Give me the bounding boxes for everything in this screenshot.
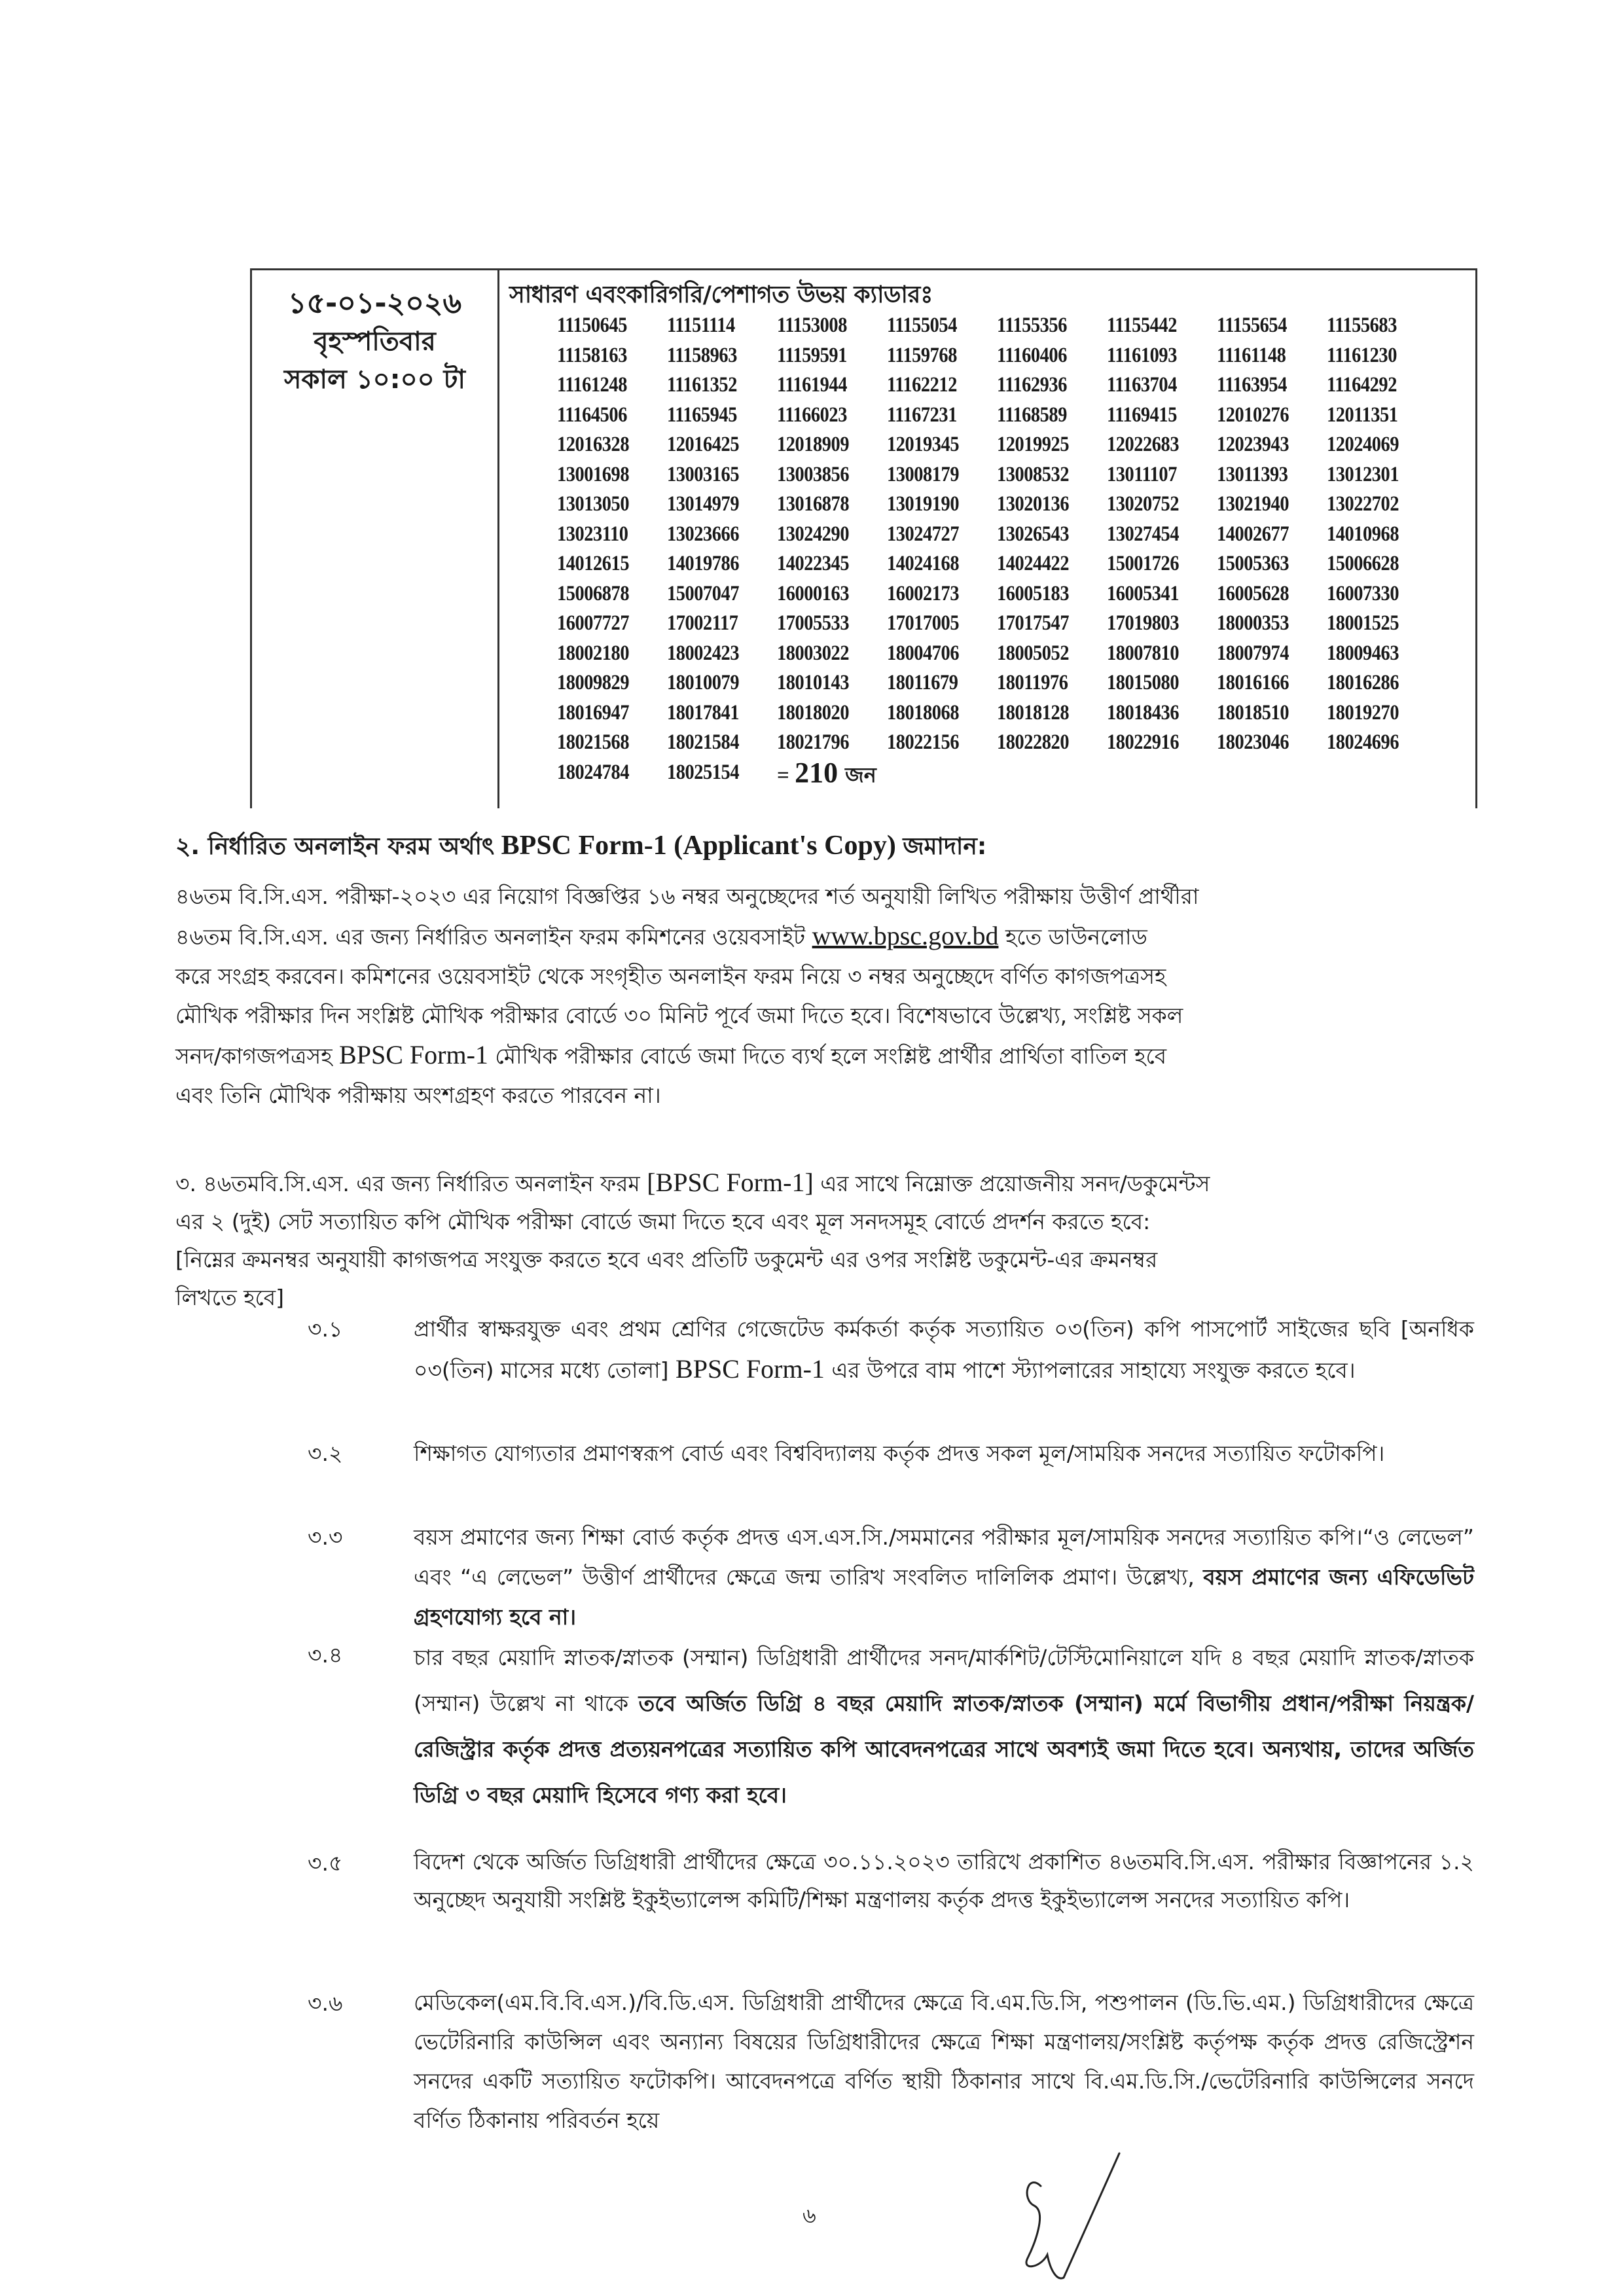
roll-number: 13027454 xyxy=(1107,522,1180,546)
roll-number: 17002117 xyxy=(667,611,738,635)
roll-number: 11166023 xyxy=(777,403,847,427)
roll-number: 11168589 xyxy=(997,403,1067,427)
roll-number: 16002173 xyxy=(887,581,960,605)
text-fragment: ৪৬তম বি.সি.এস. এর জন্য নির্ধারিত অনলাইন ফরম কমিশনের ওয়েবসাইট xyxy=(175,924,806,950)
roll-number: 13012301 xyxy=(1327,462,1399,486)
roll-number: 18022156 xyxy=(887,730,960,754)
roll-number: 13022702 xyxy=(1327,492,1399,516)
roll-number: 16007330 xyxy=(1327,581,1399,605)
item-text: মেডিকেল(এম.বি.বি.এস.)/বি.ডি.এস. ডিগ্রিধারী প্রার্থীদের ক্ষেত্রে বি.এম.ডি.সি, পশুপালন (ডি.ভি.এম.) ডিগ্রিধারীদের ক্ষেত্রে ভেটেরিনারি কাউন্সিল এবং অন্যান্য বিষয়ের ডিগ্রিধারীদের ক্ষেত্রে শিক্ষা মন্ত্রণালয়/সংশ্লিষ্ট কর্তৃপক্ষ কর্তৃক প্রদত্ত রেজিস্ট্রেশন সনদের একটি সত্যায়িত ফটোকপি। আবেদনপত্রে বর্ণিত স্থায়ী ঠিকানার সাথে বি.এম.ডি.সি./ভেটেরিনারি কাউন্সিলের সনদে বর্ণিত ঠিকানায় পরিবর্তন হয়ে xyxy=(414,1990,1474,2133)
roll-number: 11150645 xyxy=(557,314,627,337)
roll-number: 13008532 xyxy=(997,462,1070,486)
text-line: এর ২ (দুই) সেট সত্যায়িত কপি মৌখিক পরীক্ষা বোর্ডে জমা দিতে হবে এবং মূল সনদসমূহ বোর্ডে প্রদর্শন করতে হবে: xyxy=(175,1209,1151,1234)
roll-number: 13019190 xyxy=(887,492,960,516)
roll-number: 18018020 xyxy=(777,700,850,725)
roll-number: 13020136 xyxy=(997,492,1070,516)
schedule-date: ১৫-০১-২০২৬ xyxy=(287,287,462,320)
item-3-6 xyxy=(414,1983,1474,2140)
roll-number: 11160406 xyxy=(997,343,1067,367)
item-number: ৩.২ xyxy=(308,1441,343,1466)
schedule-day: বৃহস্পতিবার xyxy=(314,327,436,357)
roll-number: 17005533 xyxy=(777,611,850,635)
roll-number: 18018510 xyxy=(1217,700,1289,725)
form-name: BPSC Form-1 xyxy=(676,1354,825,1384)
roll-number: 11161352 xyxy=(667,373,737,397)
roll-number: 11164292 xyxy=(1327,373,1397,397)
viva-schedule-table xyxy=(250,268,1477,808)
item-3-5 xyxy=(414,1843,1474,1919)
equals-sign: = xyxy=(777,763,795,787)
bpsc-website-link[interactable]: www.bpsc.gov.bd xyxy=(812,921,999,950)
page-number: ৬ xyxy=(802,2203,816,2228)
roll-number: 14019786 xyxy=(667,552,740,575)
roll-number: 13001698 xyxy=(557,462,630,486)
roll-number: 15001726 xyxy=(1107,552,1180,575)
roll-number: 18001525 xyxy=(1327,611,1399,635)
roll-number: 18011976 xyxy=(997,671,1068,694)
roll-number-list xyxy=(557,311,1437,791)
text-fragment: সনদ/কাগজপত্রসহ xyxy=(175,1043,333,1069)
roll-number: 16005183 xyxy=(997,581,1070,605)
roll-number: 18010079 xyxy=(667,671,740,694)
schedule-time: সকাল ১০:০০ টা xyxy=(283,365,466,395)
item-3-2 xyxy=(414,1433,1474,1473)
roll-number: 16005341 xyxy=(1107,581,1180,605)
roll-number: 18023046 xyxy=(1217,730,1289,754)
roll-number: 18016947 xyxy=(557,700,630,725)
roll-number: 18021584 xyxy=(667,730,740,754)
roll-number: 13011107 xyxy=(1107,462,1177,486)
roll-number: 18005052 xyxy=(997,641,1070,665)
item-text: বয়স প্রমাণের জন্য শিক্ষা বোর্ড কর্তৃক প্রদত্ত এস.এস.সি./সমমানের পরীক্ষার মূল/সাময়িক সনদের সত্যায়িত কপি।“ও লেভেল” এবং “এ লেভেল” উত্তীর্ণ প্রার্থীদের ক্ষেত্রে জন্ম তারিখ সংবলিত দালিলিক প্রমাণ। উল্লেখ্য, xyxy=(414,1524,1474,1590)
roll-number: 18024784 xyxy=(557,760,630,784)
roll-number: 14010968 xyxy=(1327,522,1399,546)
roll-number: 18000353 xyxy=(1217,611,1289,635)
text-fragment: হতে ডাউনলোড xyxy=(1005,924,1147,950)
text-line xyxy=(175,1035,1475,1076)
roll-number: 18018068 xyxy=(887,700,960,725)
roll-number: 11159591 xyxy=(777,343,847,367)
roll-number: 13008179 xyxy=(887,462,960,486)
item-3-1 xyxy=(414,1309,1474,1390)
section-2-heading-form: BPSC Form-1 (Applicant's Copy) xyxy=(501,831,896,861)
roll-number: 14022345 xyxy=(777,552,850,575)
roll-number: 11159768 xyxy=(887,343,957,367)
roll-number: 15006628 xyxy=(1327,552,1399,575)
text-line: এবং তিনি মৌখিক পরীক্ষায় অংশগ্রহণ করতে পারবেন না। xyxy=(175,1083,661,1108)
item-3-3 xyxy=(414,1517,1474,1637)
roll-number: 14024422 xyxy=(997,552,1070,575)
roll-number: 18009463 xyxy=(1327,641,1399,665)
section-2 xyxy=(175,826,1475,867)
roll-number: 11161093 xyxy=(1107,343,1177,367)
item-number: ৩.৪ xyxy=(308,1642,343,1668)
roll-number: 18002180 xyxy=(557,641,630,665)
roll-number: 11161230 xyxy=(1327,343,1397,367)
roll-number: 11158163 xyxy=(557,343,627,367)
item-number: ৩.৩ xyxy=(308,1524,343,1550)
roll-number: 12016328 xyxy=(557,433,630,456)
roll-number: 17017547 xyxy=(997,611,1070,635)
roll-number: 13013050 xyxy=(557,492,630,516)
roll-number: 13024727 xyxy=(887,522,960,546)
roll-number: 12010276 xyxy=(1217,403,1289,427)
roll-number: 14012615 xyxy=(557,552,630,575)
roll-number: 18010143 xyxy=(777,671,850,694)
roll-number: 11158963 xyxy=(667,343,737,367)
item-number: ৩.৫ xyxy=(308,1850,343,1876)
section-2-heading-tail: জমাদান: xyxy=(903,833,987,860)
roll-number: 18016286 xyxy=(1327,671,1399,694)
section-2-heading-bn: ২. নির্ধারিত অনলাইন ফরম অর্থাৎ xyxy=(175,833,495,860)
roll-number: 11165945 xyxy=(667,403,737,427)
item-number: ৩.১ xyxy=(308,1316,343,1342)
roll-number: 11155442 xyxy=(1107,314,1177,337)
text-fragment: মৌখিক পরীক্ষার বোর্ডে জমা দিতে ব্যর্থ হলে সংশ্লিষ্ট প্রার্থীর প্রার্থিতা বাতিল হবে xyxy=(495,1043,1167,1069)
roll-number: 18022820 xyxy=(997,730,1070,754)
roll-number: 12019925 xyxy=(997,433,1070,456)
section-2-body xyxy=(175,877,1475,1115)
item-text: চার বছর মেয়াদি স্নাতক/স্নাতক (সম্মান) ডিগ্রিধারী প্রার্থীদের সনদ/মার্কশিট/টেস্টিমোনিয়ালে যদি ৪ বছর মেয়াদি স্নাতক/স্নাতক (সম্মান) উল্লেখ না থাকে xyxy=(414,1645,1474,1716)
roll-number: 11163954 xyxy=(1217,373,1287,397)
item-text: প্রার্থীর স্বাক্ষরযুক্ত এবং প্রথম শ্রেণির গেজেটেড কর্মকর্তা কর্তৃক সত্যায়িত ০৩(তিন) কপি পাসপোর্ট সাইজের ছবি [অনধিক ০৩(তিন) মাসের মধ্যে তোলা] xyxy=(414,1316,1474,1383)
roll-number: 18021568 xyxy=(557,730,630,754)
roll-number: 11163704 xyxy=(1107,373,1177,397)
roll-number: 11162936 xyxy=(997,373,1067,397)
section-3-intro xyxy=(175,1164,1475,1317)
roll-number: 11155054 xyxy=(887,314,957,337)
roll-number: 12011351 xyxy=(1327,403,1398,427)
roll-number: 16000163 xyxy=(777,581,850,605)
roll-number: 13003856 xyxy=(777,462,850,486)
roll-number: 18007974 xyxy=(1217,641,1289,665)
roll-number: 15007047 xyxy=(667,581,740,605)
roll-number: 15005363 xyxy=(1217,552,1289,575)
roll-number: 11161148 xyxy=(1217,343,1286,367)
roll-number: 18011679 xyxy=(887,671,958,694)
roll-number: 11162212 xyxy=(887,373,957,397)
roll-number: 17019803 xyxy=(1107,611,1180,635)
roll-number: 11155654 xyxy=(1217,314,1287,337)
roll-number: 18002423 xyxy=(667,641,740,665)
roll-number: 15006878 xyxy=(557,581,630,605)
roll-number: 13003165 xyxy=(667,462,740,486)
text-line xyxy=(175,916,1475,957)
roll-number: 18004706 xyxy=(887,641,960,665)
roll-number: 17017005 xyxy=(887,611,960,635)
form-name: [BPSC Form-1] xyxy=(647,1168,814,1197)
roll-number: 13026543 xyxy=(997,522,1070,546)
roll-number: 13024290 xyxy=(777,522,850,546)
item-number: ৩.৬ xyxy=(308,1990,343,2016)
roll-number: 18024696 xyxy=(1327,730,1399,754)
schedule-roll-cell xyxy=(499,270,1475,808)
roll-number: 12019345 xyxy=(887,433,960,456)
roll-number: 12018909 xyxy=(777,433,850,456)
item-3-4 xyxy=(414,1635,1474,1818)
roll-number: 18022916 xyxy=(1107,730,1180,754)
item-text-bold: বয়স প্রমাণের জন্য এফিডেভিট গ্রহণযোগ্য হবে না। xyxy=(414,1564,1474,1630)
roll-number: 18025154 xyxy=(667,760,740,784)
roll-number: 11155683 xyxy=(1327,314,1397,337)
text-line: করে সংগ্রহ করবেন। কমিশনের ওয়েবসাইট থেকে সংগৃহীত অনলাইন ফরম নিয়ে ৩ নম্বর অনুচ্ছেদে বর্ণিত কাগজপত্রসহ xyxy=(175,963,1166,989)
text-fragment: এর সাথে নিম্নোক্ত প্রয়োজনীয় সনদ/ডকুমেন্টস xyxy=(820,1171,1210,1196)
section-2-heading xyxy=(175,826,1475,867)
roll-number: 18007810 xyxy=(1107,641,1180,665)
roll-number: 11161944 xyxy=(777,373,847,397)
roll-number: 18017841 xyxy=(667,700,740,725)
roll-number: 16005628 xyxy=(1217,581,1289,605)
roll-number: 11167231 xyxy=(887,403,957,427)
roll-number: 13016878 xyxy=(777,492,850,516)
total-unit: জন xyxy=(845,762,876,787)
roll-number: 14024168 xyxy=(887,552,960,575)
roll-number: 12016425 xyxy=(667,433,740,456)
text-line: [নিম্নের ক্রমনম্বর অনুযায়ী কাগজপত্র সংযুক্ত করতে হবে এবং প্রতিটি ডকুমেন্ট এর ওপর সংশ্লিষ্ট ডকুমেন্ট-এর ক্রমনম্বর xyxy=(175,1247,1158,1272)
text-line: লিখতে হবে] xyxy=(175,1285,285,1310)
text-fragment: ৩. ৪৬তমবি.সি.এস. এর জন্য নির্ধারিত অনলাইন ফরম xyxy=(175,1171,640,1196)
roll-number: 11153008 xyxy=(777,314,847,337)
item-text-bold: তবে অর্জিত ডিগ্রি ৪ বছর মেয়াদি স্নাতক/স্নাতক (সম্মান) মর্মে বিভাগীয় প্রধান/পরীক্ষা নিয়ন্ত্রক/রেজিস্ট্রার কর্তৃক প্রদত্ত প্রত্যয়নপত্রের সত্যায়িত কপি আবেদনপত্রের সাথে অবশ্যই জমা দিতে হবে। অন্যথায়, তাদের অর্জিত ডিগ্রি ৩ বছর মেয়াদি হিসেবে গণ্য করা হবে। xyxy=(414,1691,1474,1808)
roll-number: 18018128 xyxy=(997,700,1070,725)
total-count: 210 xyxy=(795,756,846,789)
signature-icon xyxy=(1015,2147,1132,2291)
roll-number: 13023110 xyxy=(557,522,628,546)
text-line xyxy=(175,1164,1475,1203)
item-text: শিক্ষাগত যোগ্যতার প্রমাণস্বরূপ বোর্ড এবং বিশ্ববিদ্যালয় কর্তৃক প্রদত্ত সকল মূল/সাময়িক সনদের সত্যায়িত ফটোকপি। xyxy=(414,1441,1385,1466)
roll-total xyxy=(777,758,1107,791)
roll-number: 11169415 xyxy=(1107,403,1177,427)
schedule-date-cell xyxy=(252,270,499,808)
roll-number: 13023666 xyxy=(667,522,740,546)
roll-number: 18018436 xyxy=(1107,700,1180,725)
item-text: এর উপরে বাম পাশে স্ট্যাপলারের সাহায্যে সংযুক্ত করতে হবে। xyxy=(831,1357,1356,1383)
item-text: বিদেশ থেকে অর্জিত ডিগ্রিধারী প্রার্থীদের ক্ষেত্রে ৩০.১১.২০২৩ তারিখে প্রকাশিত ৪৬তমবি.সি.এস. পরীক্ষার বিজ্ঞাপনের ১.২ অনুচ্ছেদ অনুযায়ী সংশ্লিষ্ট ইকুইভ্যালেন্স কমিটি/শিক্ষা মন্ত্রণালয় কর্তৃক প্রদত্ত ইকুইভ্যালেন্স সনদের সত্যায়িত কপি। xyxy=(414,1849,1474,1912)
roll-number: 13014979 xyxy=(667,492,740,516)
roll-number: 11164506 xyxy=(557,403,627,427)
form-name: BPSC Form-1 xyxy=(339,1040,488,1069)
roll-number: 18021796 xyxy=(777,730,850,754)
roll-number: 11161248 xyxy=(557,373,627,397)
roll-number: 11155356 xyxy=(997,314,1067,337)
text-line: ৪৬তম বি.সি.এস. পরীক্ষা-২০২৩ এর নিয়োগ বিজ্ঞপ্তির ১৬ নম্বর অনুচ্ছেদের শর্ত অনুযায়ী লিখিত পরীক্ষায় উত্তীর্ণ প্রার্থীরা xyxy=(175,884,1199,909)
roll-number: 18003022 xyxy=(777,641,850,665)
roll-number: 16007727 xyxy=(557,611,630,635)
roll-number: 18015080 xyxy=(1107,671,1180,694)
text-line: মৌখিক পরীক্ষার দিন সংশ্লিষ্ট মৌখিক পরীক্ষার বোর্ডে ৩০ মিনিট পূর্বে জমা দিতে হবে। বিশেষভাবে উল্লেখ্য, সংশ্লিষ্ট সকল xyxy=(175,1003,1183,1028)
roll-number: 13021940 xyxy=(1217,492,1289,516)
roll-number: 18019270 xyxy=(1327,700,1399,725)
roll-number: 12024069 xyxy=(1327,433,1399,456)
roll-number: 18016166 xyxy=(1217,671,1289,694)
roll-number: 11151114 xyxy=(667,314,735,337)
roll-number: 13020752 xyxy=(1107,492,1180,516)
roll-number: 13011393 xyxy=(1217,462,1288,486)
roll-number: 18009829 xyxy=(557,671,630,694)
roll-number: 12023943 xyxy=(1217,433,1289,456)
roll-number: 12022683 xyxy=(1107,433,1180,456)
cadre-title: সাধারণ এবংকারিগরি/পেশাগত উভয় ক্যাডারঃ xyxy=(509,281,933,308)
roll-number: 14002677 xyxy=(1217,522,1289,546)
